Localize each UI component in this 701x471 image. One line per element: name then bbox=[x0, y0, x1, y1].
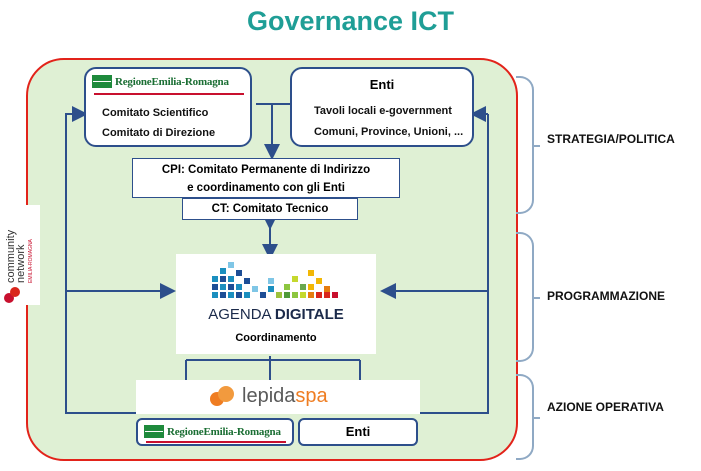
regione-logo bbox=[92, 75, 229, 88]
enti-bottom-title: Enti bbox=[345, 424, 371, 439]
regione-bottom-rule bbox=[146, 441, 286, 443]
agenda-digitale-wordmark bbox=[176, 306, 376, 323]
lepida-wordmark bbox=[242, 385, 328, 408]
agenda-word: AGENDA bbox=[208, 306, 275, 323]
regione-bottom-logo-text: RegioneEmilia-Romagna bbox=[167, 425, 281, 438]
left-loop-line bbox=[66, 114, 136, 413]
regione-bottom-logo bbox=[144, 425, 281, 438]
cpi-box bbox=[132, 158, 400, 198]
enti-bottom-box bbox=[298, 418, 418, 446]
regione-bottom-flag-icon bbox=[144, 425, 164, 438]
right-loop-line bbox=[420, 114, 488, 413]
level-programmazione-label: PROGRAMMAZIONE bbox=[547, 289, 665, 303]
community-text bbox=[6, 230, 36, 283]
regione-bottom-box bbox=[136, 418, 294, 446]
lepida-spa: spa bbox=[295, 385, 328, 407]
enti-top-line2: Comuni, Province, Unioni, ... bbox=[314, 126, 464, 138]
digitale-word: DIGITALE bbox=[274, 306, 344, 323]
ct-label: CT: Comitato Tecnico bbox=[211, 203, 329, 215]
community-network-badge bbox=[0, 205, 40, 305]
agenda-caption: Coordinamento bbox=[235, 332, 317, 344]
brace-azione bbox=[516, 374, 534, 460]
enti-top-title: Enti bbox=[369, 77, 395, 92]
comitato-direzione: Comitato di Direzione bbox=[102, 127, 216, 139]
brace-strategia bbox=[516, 76, 534, 214]
regione-flag-icon bbox=[92, 75, 112, 88]
community-dots-icon bbox=[4, 287, 20, 303]
enti-top-line1: Tavoli locali e-government bbox=[314, 105, 452, 117]
brace-programmazione bbox=[516, 232, 534, 362]
community-line1: community bbox=[5, 229, 17, 283]
agenda-pixel-logo-icon bbox=[208, 260, 344, 306]
comitato-scientifico: Comitato Scientifico bbox=[102, 107, 209, 119]
lepida-word: lepida bbox=[242, 385, 296, 407]
regione-logo-rule bbox=[94, 93, 244, 95]
community-line3: EMILIA-ROMAGNA bbox=[28, 239, 34, 283]
agenda-digitale-block bbox=[176, 254, 376, 354]
level-strategia-label: STRATEGIA/POLITICA bbox=[547, 132, 675, 146]
community-line2: network bbox=[15, 244, 27, 283]
lepida-circles-icon bbox=[210, 386, 234, 406]
level-azione-label: AZIONE OPERATIVA bbox=[547, 400, 664, 414]
cpi-line1: CPI: Comitato Permanente di Indirizzo bbox=[161, 164, 371, 176]
enti-top-box bbox=[290, 67, 474, 147]
page-title: Governance ICT bbox=[246, 6, 455, 36]
ct-box bbox=[182, 198, 358, 220]
arrow-to-cpi bbox=[256, 104, 290, 156]
lepida-block bbox=[136, 380, 420, 414]
regione-logo-text: RegioneEmilia-Romagna bbox=[115, 75, 229, 88]
regione-box bbox=[84, 67, 252, 147]
cpi-line2: e coordinamento con gli Enti bbox=[187, 182, 345, 194]
